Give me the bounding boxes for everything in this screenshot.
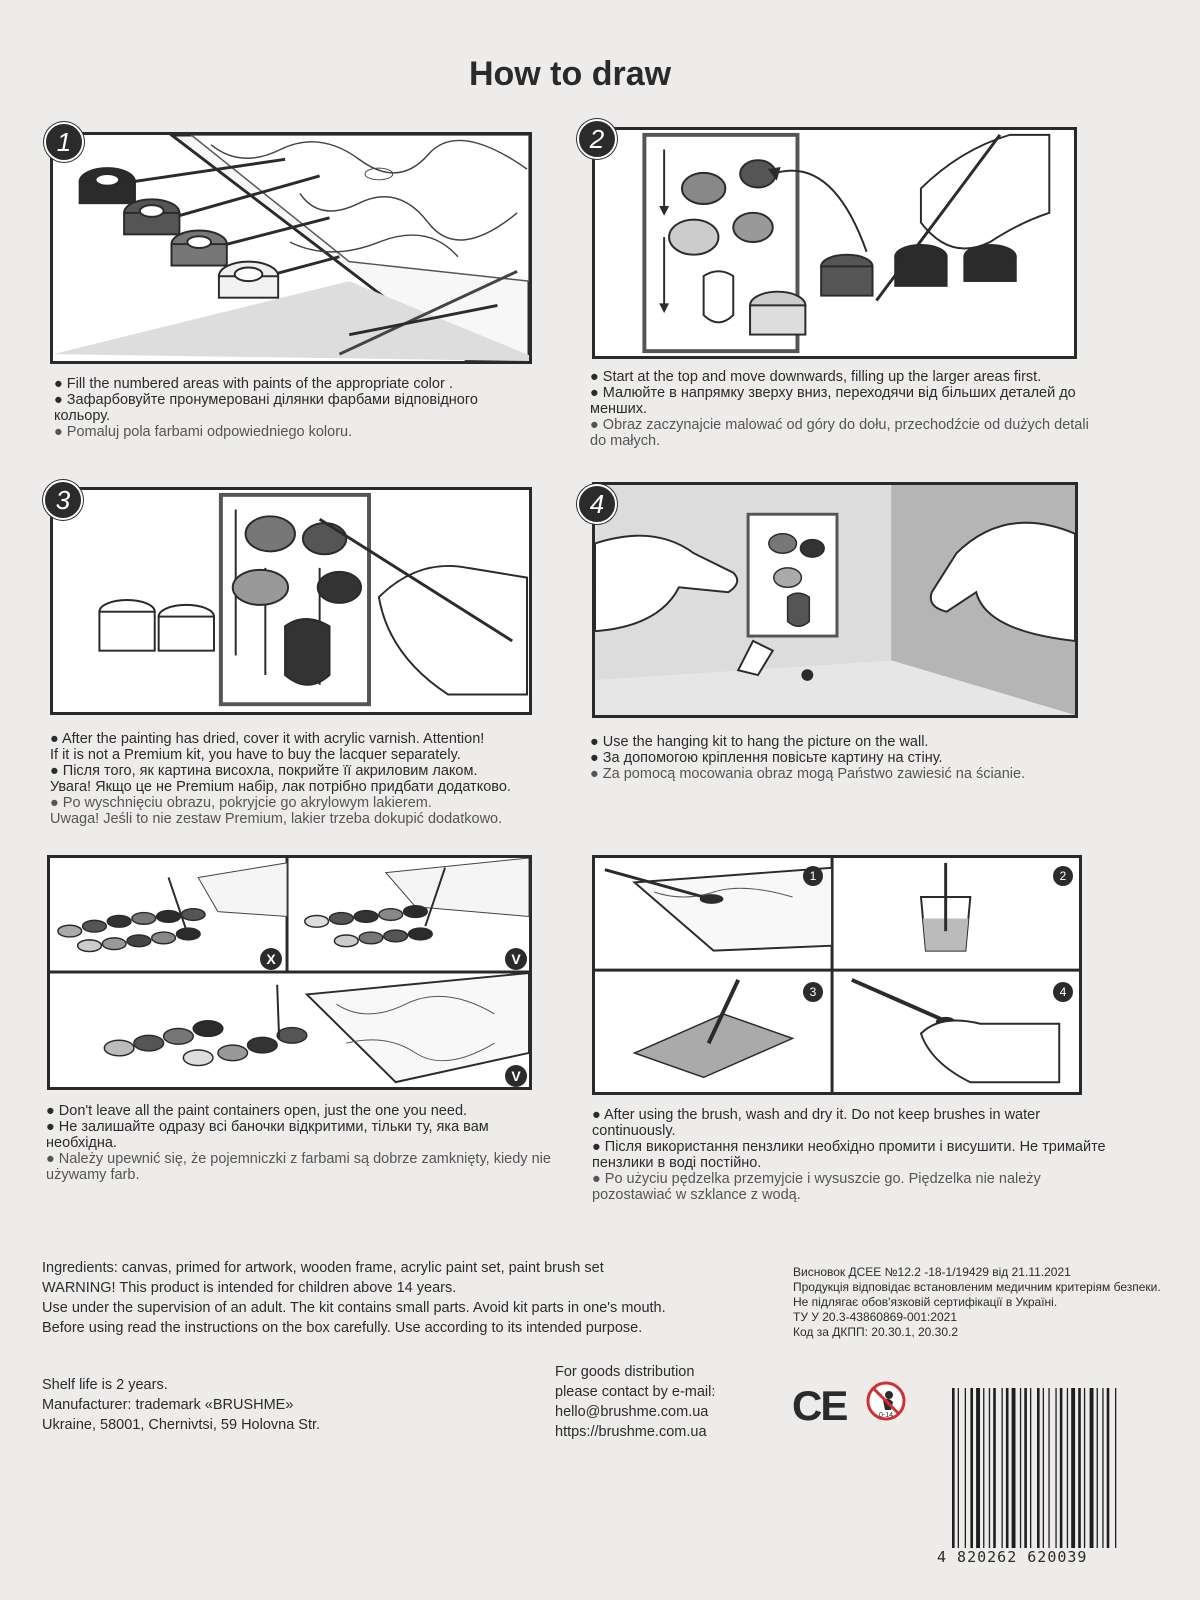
- brush-step-2-badge: 2: [1053, 866, 1073, 886]
- barcode-bar: [1067, 1388, 1068, 1548]
- step-3-pl-1: ● Po wyschnięciu obrazu, pokryjcie go akrylowym lakierem.: [50, 795, 432, 811]
- barcode-bar: [993, 1388, 996, 1548]
- step-3-pl-2: Uwaga! Jeśli to nie zestaw Premium, lakier trzeba dokupić dodatkowo.: [50, 811, 503, 827]
- step-1-uk: ● Зафарбовуйте пронумеровані ділянки фарбами відповідного кольору.: [54, 392, 478, 424]
- paint-containers-illustration: [47, 855, 532, 1090]
- paint-pl: ● Należy upewnić się, że pojemniczki z farbami są dobrze zamknięty, kiedy nie używamy farb.: [46, 1151, 551, 1183]
- step-3-illustration: [50, 487, 532, 715]
- barcode-bar: [1090, 1388, 1094, 1548]
- barcode-bar: [1037, 1388, 1040, 1548]
- certification-info: [793, 1265, 1193, 1340]
- barcode-bar: [1043, 1388, 1044, 1548]
- barcode-bar: [1024, 1388, 1027, 1548]
- contact-line: For goods distribution: [555, 1364, 695, 1380]
- barcode-bar: [1002, 1388, 1003, 1548]
- brush-step-1-badge: 1: [803, 866, 823, 886]
- brush-uk: ● Після використання пензлики необхідно промити і висушити. Не тримайте пензлики в воді постійно.: [592, 1139, 1106, 1171]
- brush-care-illustration: [592, 855, 1082, 1095]
- paint-uk: ● Не залишайте одразу всі баночки відкритими, тільки ту, яка вам необхідна.: [46, 1119, 489, 1151]
- barcode-bar: [1097, 1388, 1098, 1548]
- barcode-bar: [1048, 1388, 1049, 1548]
- barcode-bar: [1115, 1388, 1116, 1548]
- step-4-en: ● Use the hanging kit to hang the picture on the wall.: [590, 734, 929, 750]
- step-4-badge: 4: [577, 484, 617, 524]
- barcode-bar: [1084, 1388, 1085, 1548]
- step-3-uk-1: ● Після того, як картина висохла, покрийте її акриловим лаком.: [50, 763, 478, 779]
- brush-pl: ● Po użyciu pędzelka przemyjcie i wysuszcie go. Piędzelka nie należy pozostawiać w szklance z wodą.: [592, 1171, 1041, 1203]
- step-4-illustration: [592, 482, 1078, 718]
- barcode-bar: [1030, 1388, 1031, 1548]
- cert-line: Не підлягає обов'язковій сертифікації в Україні.: [793, 1295, 1058, 1309]
- correct-mark-icon: V: [505, 1065, 527, 1087]
- barcode-bar: [1055, 1388, 1056, 1548]
- brush-step-3-badge: 3: [803, 982, 823, 1002]
- paint-en: ● Don't leave all the paint containers open, just the one you need.: [46, 1103, 468, 1119]
- step-3-en-1: ● After the painting has dried, cover it with acrylic varnish. Attention!: [50, 731, 485, 747]
- step-1-en: ● Fill the numbered areas with paints of the appropriate color .: [54, 376, 453, 392]
- step-2-pl: ● Obraz zaczynajcie malować od góry do dołu, przechodźcie od dużych detali do małych.: [590, 417, 1089, 449]
- barcode-bar: [958, 1388, 959, 1548]
- step-4-pl: ● Za pomocą mocowania obraz mogą Państwo zawiesić na ścianie.: [590, 766, 1026, 782]
- step-1-illustration: [50, 132, 532, 364]
- step-3-caption: [50, 731, 570, 827]
- brush-step-4-badge: 4: [1053, 982, 1073, 1002]
- step-1-caption: [54, 376, 534, 440]
- barcode-bar: [970, 1388, 973, 1548]
- contact-info: [555, 1362, 715, 1442]
- barcode-bar: [983, 1388, 984, 1548]
- contact-website[interactable]: https://brushme.com.ua: [555, 1424, 707, 1440]
- wrong-mark-icon: X: [260, 948, 282, 970]
- barcode-bar: [1102, 1388, 1103, 1548]
- supervision: Use under the supervision of an adult. The kit contains small parts. Avoid kit parts in one's mouth.: [42, 1300, 666, 1316]
- no-children-icon: [865, 1380, 907, 1422]
- barcode-bar: [1020, 1388, 1021, 1548]
- barcode-bar: [965, 1388, 966, 1548]
- barcode-bar: [976, 1388, 980, 1548]
- ingredients-warning: [42, 1258, 742, 1338]
- barcode-number: 4 820262 620039: [937, 1548, 1088, 1566]
- step-2-en: ● Start at the top and move downwards, filling up the larger areas first.: [590, 369, 1042, 385]
- step-1-badge: 1: [44, 122, 84, 162]
- step-4-caption: [590, 734, 1100, 782]
- barcode-bar: [952, 1388, 955, 1548]
- correct-mark-icon: V: [505, 948, 527, 970]
- barcode-bar: [1071, 1388, 1075, 1548]
- step-2-badge: 2: [577, 119, 617, 159]
- cert-line: Код за ДКПП: 20.30.1, 20.30.2: [793, 1325, 959, 1339]
- ce-mark-icon: CE: [792, 1382, 847, 1429]
- step-1-pl: ● Pomaluj pola farbami odpowiedniego koloru.: [54, 424, 353, 440]
- cert-line: ТУ У 20.3-43860869-001:2021: [793, 1310, 958, 1324]
- barcode-bar: [989, 1388, 990, 1548]
- step-3-badge: 3: [43, 480, 83, 520]
- age-label: 0-14: [878, 1412, 894, 1419]
- brush-care-caption: [592, 1107, 1107, 1203]
- step-3-uk-2: Увага! Якщо це не Premium набір, лак потрібно придбати додатково.: [50, 779, 511, 795]
- manufacturer: Manufacturer: trademark «BRUSHME»: [42, 1397, 294, 1413]
- instructions-note: Before using read the instructions on the box carefully. Use according to its intended purpose.: [42, 1320, 643, 1336]
- brush-en: ● After using the brush, wash and dry it. Do not keep brushes in water continuously.: [592, 1107, 1041, 1139]
- barcode-bar: [1060, 1388, 1063, 1548]
- page-title: How to draw: [468, 55, 672, 93]
- step-2-uk: ● Малюйте в напрямку зверху вниз, переходячи від більших деталей до менших.: [590, 385, 1076, 417]
- paint-containers-caption: [46, 1103, 556, 1183]
- barcode-icon: [952, 1388, 1142, 1548]
- step-3-en-2: If it is not a Premium kit, you have to buy the lacquer separately.: [50, 747, 461, 763]
- cert-line: Продукція відповідає встановленим медичним критеріям безпеки.: [793, 1280, 1161, 1294]
- barcode-bar: [1078, 1388, 1081, 1548]
- address: Ukraine, 58001, Chernivtsi, 59 Holovna Str.: [42, 1417, 321, 1433]
- cert-line: Висновок ДСЕЕ №12.2 -18-1/19429 від 21.11.2021: [793, 1265, 1071, 1279]
- barcode-bar: [1107, 1388, 1110, 1548]
- barcode-bar: [1012, 1388, 1016, 1548]
- step-2-illustration: [592, 127, 1077, 359]
- contact-line: please contact by e-mail:: [555, 1384, 716, 1400]
- shelf-life: Shelf life is 2 years.: [42, 1377, 168, 1393]
- contact-email[interactable]: hello@brushme.com.ua: [555, 1404, 709, 1420]
- manufacturer-info: [42, 1375, 320, 1435]
- barcode-bar: [1006, 1388, 1009, 1548]
- step-4-uk: ● За допомогою кріплення повісьте картину на стіну.: [590, 750, 943, 766]
- ingredients: Ingredients: canvas, primed for artwork, wooden frame, acrylic paint set, paint brush set: [42, 1260, 604, 1276]
- step-2-caption: [590, 369, 1100, 449]
- warning: WARNING! This product is intended for children above 14 years.: [42, 1280, 457, 1296]
